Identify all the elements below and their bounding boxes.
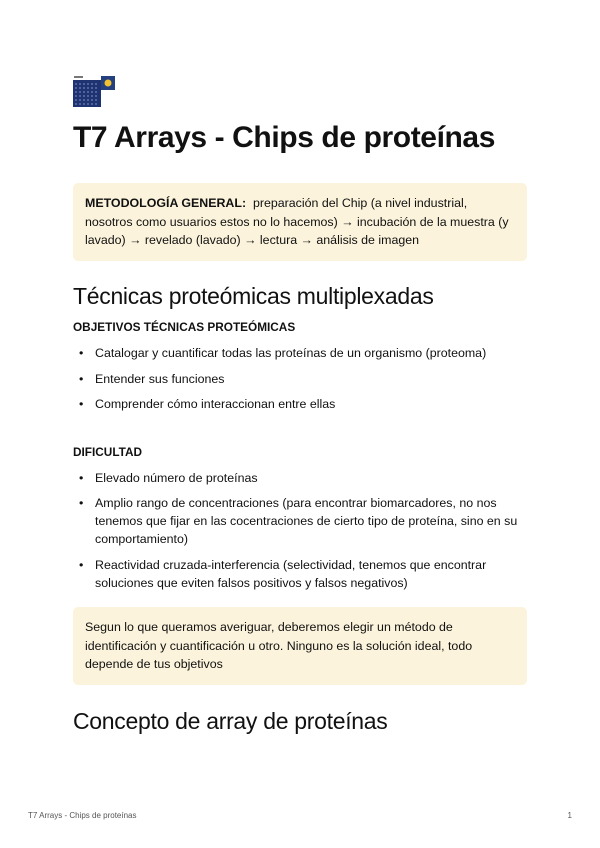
callout-bold-label: METODOLOGÍA GENERAL: [85,196,247,210]
difficulty-list [73,469,527,599]
list-item: • Entender sus funciones [79,371,225,386]
section-heading-multiplexed: Técnicas proteómicas multiplexadas [73,283,434,309]
footer-document-title: T7 Arrays - Chips de proteínas [28,811,137,820]
page-title: T7 Arrays - Chips de proteínas [73,121,496,154]
objectives-list [73,344,527,421]
objectives-label: OBJETIVOS TÉCNICAS PROTEÓMICAS [73,320,296,334]
callout-text: Segun lo que queramos averiguar, deberemos elegir un método de identificación y cuantificación u otro. Ninguno es la solución ideal, todo depende de tus objetivos [85,620,473,672]
bullet-icon: • [79,397,84,412]
bullet-icon: • [79,346,84,360]
bullet-icon: • [79,557,84,572]
footer-page-number: 1 [567,811,572,820]
list-item: • Reactividad cruzada-interferencia (selectividad, tenemos que encontrar soluciones que eviten falsos positivos y falsos negativos) [79,557,487,590]
protein-chip-grid-icon [73,76,115,107]
callout-text: preparación del Chip (a nivel industrial, nosotros como usuarios estos no lo hacemos) → incubación de la muestra (y lavado) → revelado (lavado) → lectura → análisis de imagen [85,196,509,248]
list-item: • Catalogar y cuantificar todas las proteínas de un organismo (proteoma) [79,346,487,360]
list-item: • Elevado número de proteínas [79,471,258,485]
bullet-icon: • [79,371,84,386]
bullet-icon: • [79,496,84,511]
list-item: • Comprender cómo interaccionan entre ellas [79,397,336,412]
section-heading-array-concept: Concepto de array de proteínas [73,708,388,734]
objectives-note-callout [73,607,527,685]
methodology-callout [73,183,527,261]
difficulty-label: DIFICULTAD [73,445,143,459]
bullet-icon: • [79,471,84,485]
list-item: • Amplio rango de concentraciones (para encontrar biomarcadores, no nos tenemos que fijar en las cocentraciones de cierto tipo de proteína, sino en su comportamiento) [79,496,518,547]
